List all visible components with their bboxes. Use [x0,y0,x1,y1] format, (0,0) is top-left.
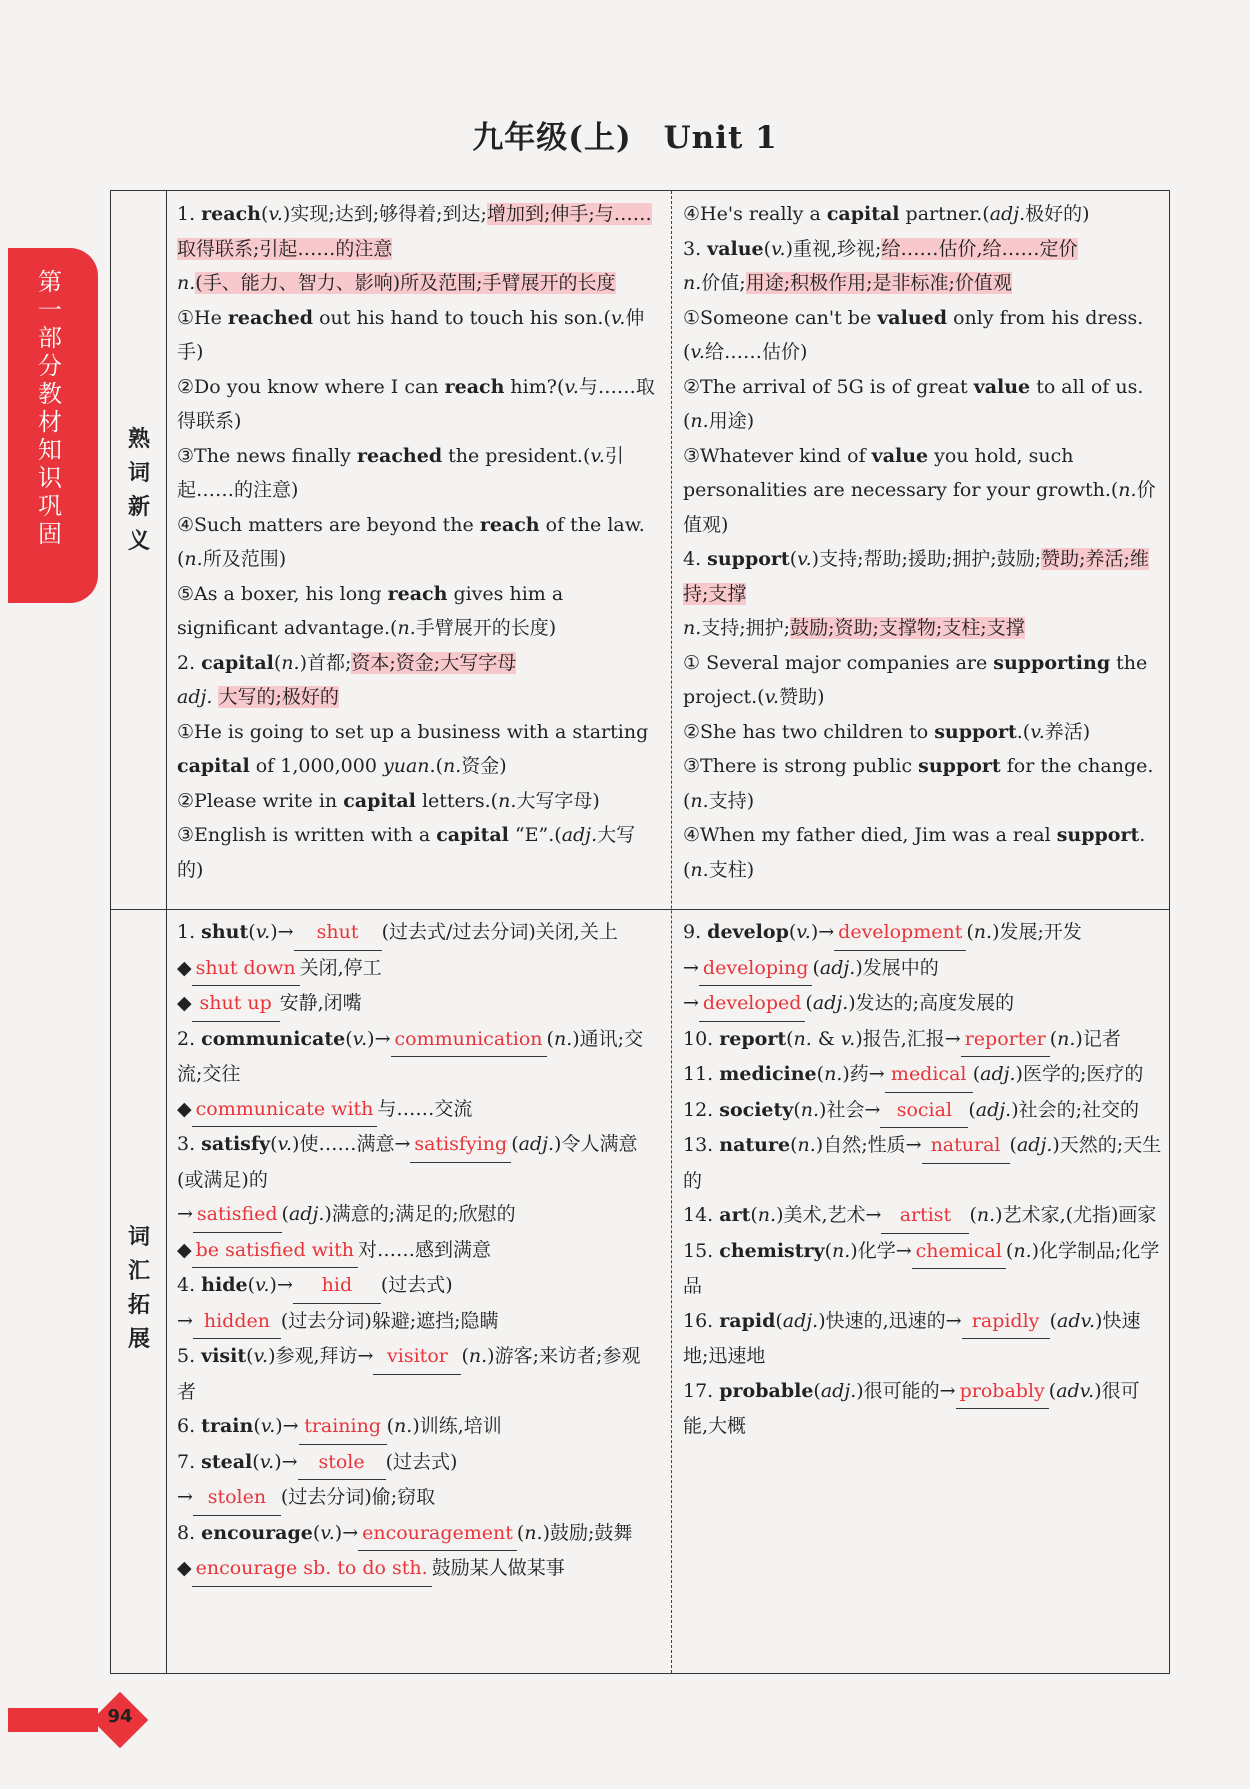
vocab-entry-line: 3. satisfy(v.)使……满意→ satisfying (adj.)令人满意(或满足)的 [177,1127,659,1197]
section-divider [111,909,1169,910]
page-number-badge [82,1700,162,1740]
side-tab-label: 第一部分 教材知识巩固 [38,268,62,548]
familiar-right-column [683,197,1163,887]
vocab-entry-line: → stolen (过去分词)偷;窃取 [177,1480,659,1516]
vocab-entry-line: 10. report(n. & v.)报告,汇报→ reporter (n.)记者 [683,1022,1163,1058]
vocab-entry-line: ① Several major companies are supporting the project.(v.赞助) [683,651,1148,708]
vocab-entry-line: ①Someone can't be valued only from his dress.(v.给……估价) [683,306,1144,363]
vocab-entry-line: 2. communicate(v.)→ communication (n.)通讯;交流;交往 [177,1022,659,1092]
vocab-entry-line: 8. encourage(v.)→ encouragement (n.)鼓励;鼓舞 [177,1516,659,1552]
vocab-entry-line: adj. 大写的;极好的 [177,686,339,708]
vocab-entry-line: ④When my father died, Jim was a real support.(n.支柱) [683,824,1146,881]
vocab-entry-line: → developing (adj.)发展中的 [683,951,1163,987]
page-number-bar [8,1708,98,1732]
vocab-entry-line: 1. reach(v.)实现;达到;够得着;到达;增加到;伸手;与……取得联系;引起……的注意 [177,203,652,260]
vocab-entry-line: 6. train(v.)→ training (n.)训练,培训 [177,1409,659,1445]
vocab-entry-line: ③English is written with a capital “E”.(adj.大写的) [177,824,636,881]
vocab-entry-line: ③There is strong public support for the change.(n.支持) [683,755,1154,812]
vocab-entry-line: 11. medicine(n.)药→ medical (adj.)医学的;医疗的 [683,1057,1163,1093]
vocab-entry-line: ①He is going to set up a business with a starting capital of 1,000,000 yuan.(n.资金) [177,720,649,777]
vocab-entry-line: 12. society(n.)社会→ social (adj.)社会的;社交的 [683,1093,1163,1129]
vocab-entry-line: ⑤As a boxer, his long reach gives him a significant advantage.(n.手臂展开的长度) [177,582,564,639]
vocab-entry-line: ◆ shut up 安静,闭嘴 [177,986,659,1022]
vocab-entry-line: 7. steal(v.)→ stole (过去式) [177,1445,659,1481]
vocab-entry-line: ④Such matters are beyond the reach of the law.(n.所及范围) [177,513,645,570]
vocab-entry-line: ◆ communicate with 与……交流 [177,1092,659,1128]
vocab-table [110,190,1170,1674]
vocab-entry-line: ②Please write in capital letters.(n.大写字母) [177,789,600,812]
column-divider [671,191,672,1673]
vocab-entry-line: → developed (adj.)发达的;高度发展的 [683,986,1163,1022]
vocab-entry-line: 3. value(v.)重视,珍视;给……估价,给……定价 [683,237,1078,260]
vocab-entry-line: ④He's really a capital partner.(adj.极好的) [683,203,1090,225]
chapter-side-tab [8,248,98,603]
vocab-entry-line: n.价值;用途;积极作用;是非标准;价值观 [683,272,1012,294]
vocab-entry-line: 9. develop(v.)→ development (n.)发展;开发 [683,915,1163,951]
vocab-entry-line: ◆ be satisfied with 对……感到满意 [177,1233,659,1269]
vocab-entry-line: ②She has two children to support.(v.养活) [683,720,1091,743]
vocab-entry-line: 2. capital(n.)首都;资本;资金;大写字母 [177,651,517,674]
vocab-entry-line: 14. art(n.)美术,艺术→ artist (n.)艺术家,(尤指)画家 [683,1198,1163,1234]
vocab-entry-line: 5. visit(v.)参观,拜访→ visitor (n.)游客;来访者;参观者 [177,1339,659,1409]
section-label-column [111,191,167,1673]
vocab-entry-line: ③Whatever kind of value you hold, such personalities are necessary for your growth.(n.价值观) [683,444,1156,536]
vocab-entry-line: ②Do you know where I can reach him?(v.与……取得联系) [177,375,655,432]
vocab-entry-line: → satisfied (adj.)满意的;满足的;欣慰的 [177,1197,659,1233]
vocab-entry-line: → hidden (过去分词)躲避;遮挡;隐瞒 [177,1304,659,1340]
vocab-entry-line: ②The arrival of 5G is of great value to all of us.(n.用途) [683,375,1144,432]
vocab-entry-line: 13. nature(n.)自然;性质→ natural (adj.)天然的;天生的 [683,1128,1163,1198]
page-title: 九年级(上) Unit 1 [472,120,778,156]
vocab-entry-line: 1. shut(v.)→ shut (过去式/过去分词)关闭,关上 [177,915,659,951]
vocab-entry-line: ①He reached out his hand to touch his son.(v.伸手) [177,306,645,363]
section-label-familiar: 熟词新义 [127,427,150,554]
section-label-expansion: 词汇拓展 [127,1225,150,1352]
vocab-entry-line: 16. rapid(adj.)快速的,迅速的→ rapidly (adv.)快速地;迅速地 [683,1304,1163,1374]
vocab-entry-line: n.支持;拥护;鼓励;资助;支撑物;支柱;支撑 [683,617,1025,639]
vocab-entry-line: ◆ encourage sb. to do sth. 鼓励某人做某事 [177,1551,659,1587]
vocab-entry-line: ◆ shut down 关闭,停工 [177,951,659,987]
vocab-entry-line: ③The news finally reached the president.(v.引起……的注意) [177,444,624,501]
expansion-right-column [683,915,1163,1444]
vocab-entry-line: 17. probable(adj.)很可能的→ probably (adv.)很可能,大概 [683,1374,1163,1444]
vocab-entry-line: 15. chemistry(n.)化学→ chemical (n.)化学制品;化学品 [683,1234,1163,1304]
expansion-left-column [177,915,659,1587]
page-number: 94 [107,1706,133,1727]
vocab-entry-line: 4. hide(v.)→ hid (过去式) [177,1268,659,1304]
familiar-left-column [177,197,659,887]
vocab-entry-line: 4. support(v.)支持;帮助;援助;拥护;鼓励;赞助;养活;维持;支撑 [683,548,1149,605]
vocab-entry-line: n.(手、能力、智力、影响)所及范围;手臂展开的长度 [177,272,616,294]
